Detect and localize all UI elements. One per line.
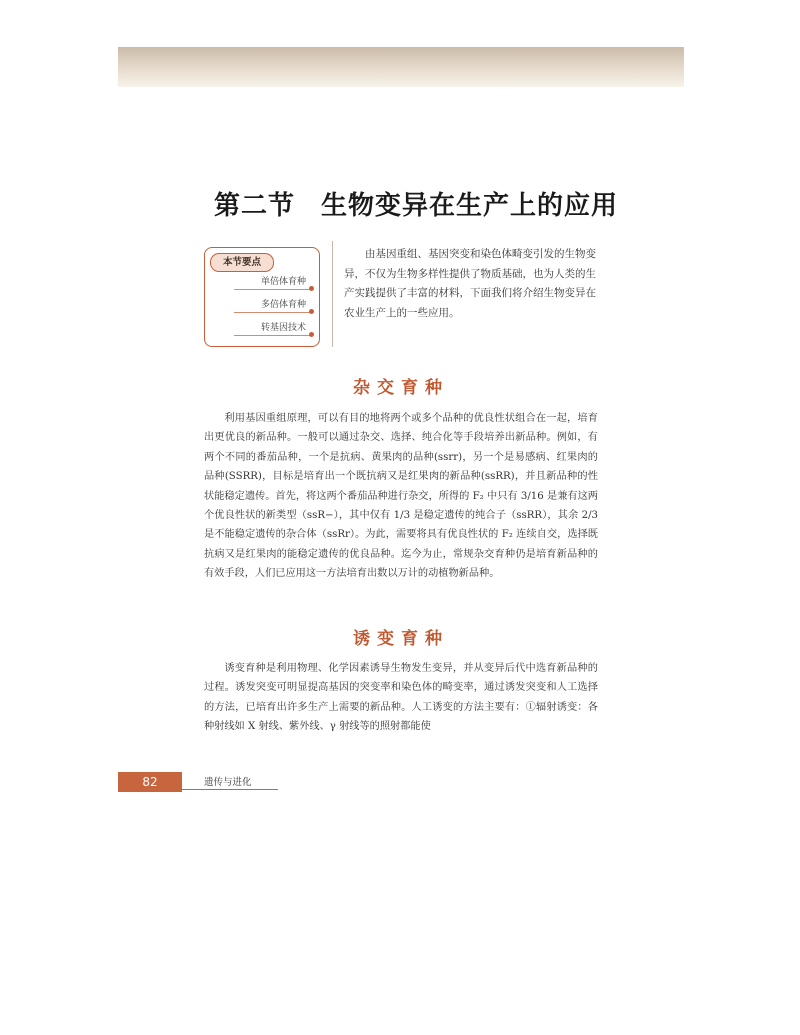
hybrid-breeding-paragraph: 利用基因重组原理，可以有目的地将两个或多个品种的优良性状组合在一起，培育出更优良的新品种。一般可以通过杂交、选择、纯合化等手段培养出新品种。例如，有两个不同的番茄品种，一个是抗病、黄果肉的品种(ssrr)，另一个是易感病、红果肉的品种(SSRR)，目标是培育出一个既抗病又是红果肉的新品种(ssRR)，并且新品种的性状能稳定遗传。首先，将这两个番茄品种进行杂交，所得的 F₂ 中只有 3/16 是兼有这两个优良性状的新类型（ssR−），其中仅有 1/3 是稳定遗传的纯合子（ssRR），其余 2/3 是不能稳定遗传的杂合体（ssRr）。为此，需要将具有优良性状的 F₂ 连续自交，选择既抗病又是红果肉的能稳定遗传的优良品种。迄今为止，常规杂交育种仍是培育新品种的有效手段，人们已应用这一方法培育出数以万计的动植物新品种。 bbox=[204, 413, 598, 580]
heading-mutation-breeding: 诱变育种 bbox=[353, 629, 449, 649]
key-point-item: 多倍体育种 bbox=[234, 298, 310, 313]
mutation-breeding-paragraph: 诱变育种是利用物理、化学因素诱导生物发生变异，并从变异后代中选育新品种的过程。诱发突变可明显提高基因的突变率和染色体的畸变率，通过诱发突变和人工选择的方法，已培育出许多生产上需要的新品种。人工诱变的方法主要有：①辐射诱变：各种射线如 X 射线、紫外线、γ 射线等的照射都能使 bbox=[204, 663, 598, 733]
key-point-item: 单倍体育种 bbox=[234, 275, 310, 290]
heading-hybrid-breeding: 杂交育种 bbox=[353, 378, 449, 398]
textbook-page bbox=[118, 47, 684, 807]
key-point-item: 转基因技术 bbox=[234, 321, 310, 336]
section-number: 第二节 bbox=[214, 191, 296, 221]
bullet-dot-icon bbox=[309, 309, 314, 314]
bullet-dot-icon bbox=[309, 286, 314, 291]
page-number: 82 bbox=[118, 772, 182, 792]
footer-rule bbox=[182, 789, 278, 790]
book-title: 遗传与进化 bbox=[204, 777, 252, 788]
divider bbox=[332, 241, 333, 347]
intro-paragraph: 由基因重组、基因突变和染色体畸变引发的生物变异，不仅为生物多样性提供了物质基础，也为人类的生产实践提供了丰富的材料，下面我们将介绍生物变异在农业生产上的一些应用。 bbox=[344, 248, 596, 319]
key-points-label: 本节要点 bbox=[210, 253, 274, 272]
header-band bbox=[118, 47, 684, 87]
bullet-dot-icon bbox=[309, 332, 314, 337]
section-title: 生物变异在生产上的应用 bbox=[321, 191, 619, 221]
page-title bbox=[214, 185, 634, 222]
